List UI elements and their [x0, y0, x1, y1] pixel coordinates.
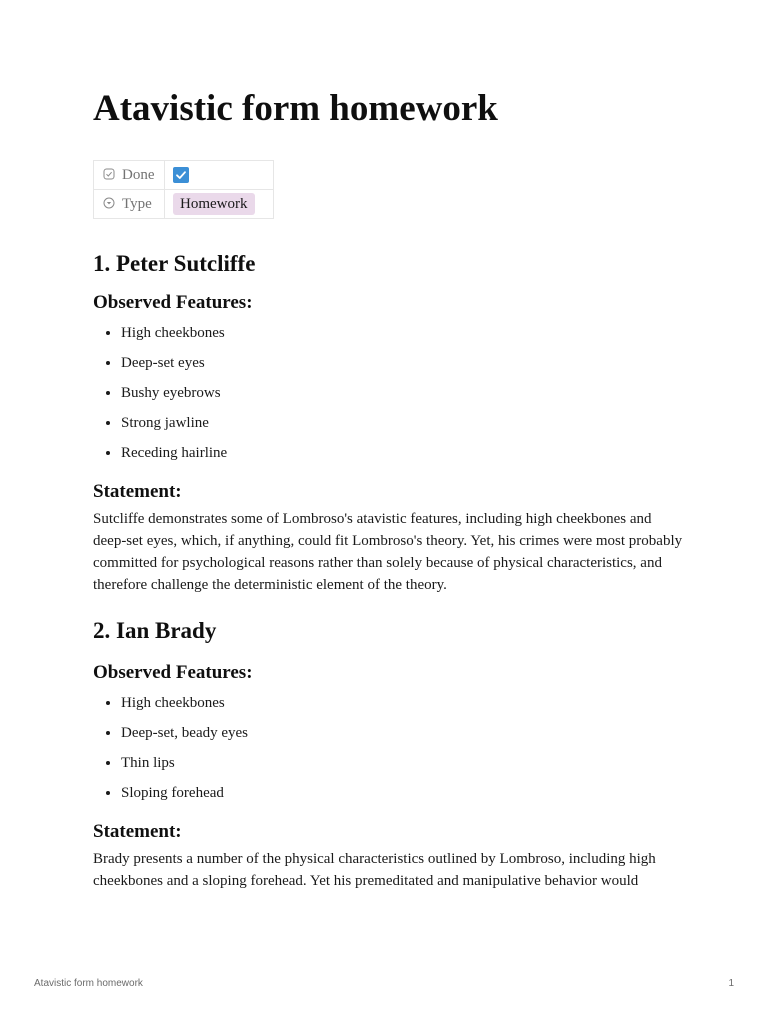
- page-title: Atavistic form homework: [93, 88, 498, 129]
- section-heading: 2. Ian Brady: [93, 618, 217, 643]
- list-item: • Thin lips: [121, 748, 683, 778]
- footer-page-number: 1: [728, 978, 734, 989]
- property-label-type: Type: [122, 195, 152, 212]
- properties-table: [93, 160, 274, 219]
- list-item: • Receding hairline: [121, 438, 683, 468]
- statement-heading: Statement:: [93, 821, 182, 842]
- property-value-done[interactable]: [165, 161, 274, 190]
- section-heading: 1. Peter Sutcliffe: [93, 251, 256, 276]
- checkbox-property-icon: [103, 168, 115, 180]
- features-list: [93, 318, 683, 468]
- list-item: • High cheekbones: [121, 318, 683, 348]
- list-item: • Deep-set eyes: [121, 348, 683, 378]
- footer-document-name: Atavistic form homework: [34, 978, 143, 989]
- features-list: [93, 688, 683, 808]
- statement-text: Brady presents a number of the physical characteristics outlined by Lombroso, including high cheekbones and a sloping forehead. Yet his premeditated and manipulative behavior would: [93, 851, 656, 889]
- done-checkbox[interactable]: [173, 167, 189, 183]
- property-value-type[interactable]: [165, 190, 274, 219]
- document-body: [93, 247, 683, 892]
- features-heading: Observed Features:: [93, 662, 253, 683]
- statement-heading: Statement:: [93, 481, 182, 502]
- features-heading: Observed Features:: [93, 292, 253, 313]
- property-key-done: [94, 161, 165, 190]
- list-item: • Strong jawline: [121, 408, 683, 438]
- list-item: • Bushy eyebrows: [121, 378, 683, 408]
- property-key-type: [94, 190, 165, 219]
- statement-text: Sutcliffe demonstrates some of Lombroso's atavistic features, including high cheekbones and deep-set eyes, which, if anything, could fit Lombroso's theory. Yet, his crimes were most probably committed for psychological reasons rather than solely because of physical characteristics, and therefore challenge the deterministic element of the theory.: [93, 511, 683, 593]
- property-row-done: [94, 161, 274, 190]
- list-item: • High cheekbones: [121, 688, 683, 718]
- property-label-done: Done: [122, 166, 155, 183]
- check-icon: [175, 169, 187, 181]
- list-item: • Deep-set, beady eyes: [121, 718, 683, 748]
- select-property-icon: [103, 197, 115, 209]
- property-row-type: [94, 190, 274, 219]
- list-item: • Sloping forehead: [121, 778, 683, 808]
- type-tag[interactable]: Homework: [173, 193, 255, 215]
